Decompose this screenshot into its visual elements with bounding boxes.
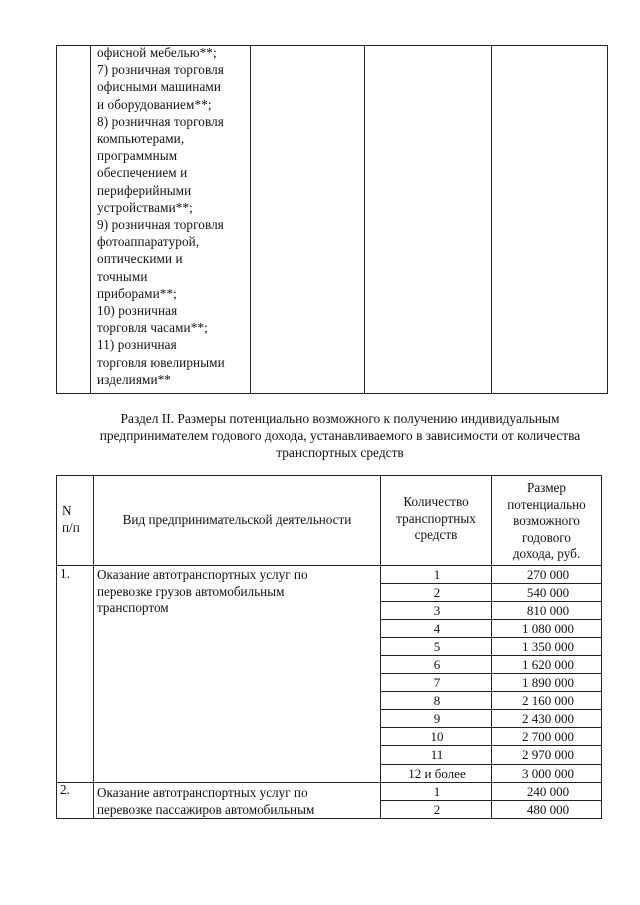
row-1-income-cell: 1 890 000	[522, 675, 574, 690]
header-num-line: N	[62, 503, 72, 518]
table-1-vline	[364, 45, 365, 394]
table-1-line: оптическими и	[97, 251, 183, 267]
header-income-line: дохода, руб.	[512, 546, 581, 562]
row-1-vehicles-cell: 9	[433, 711, 441, 726]
table-1-vline	[90, 45, 91, 394]
table-1-line: 10) розничная	[97, 303, 178, 319]
row-1-income-cell: 2 700 000	[522, 729, 574, 744]
row-2-num: 2.	[60, 782, 70, 797]
row-2-income-cell: 240 000	[526, 784, 570, 799]
row-2-vehicles-cell: 1	[433, 784, 441, 799]
section-title	[40, 410, 640, 461]
row-1-income-cell: 1 350 000	[522, 639, 574, 654]
header-income-line: возможного	[513, 513, 580, 529]
table-1-line: 9) розничная торговля	[97, 217, 224, 233]
row-1-income-cell: 1 620 000	[522, 657, 574, 672]
row-2-activity	[97, 785, 314, 818]
header-num-line: п/п	[62, 519, 80, 535]
row-1-activity-line: перевозке грузов автомобильным	[97, 583, 285, 599]
row-2-activity-line: перевозке пассажиров автомобильным	[97, 801, 315, 817]
row-1-vehicles-cell: 5	[433, 639, 441, 654]
row-1-vehicles-cell: 1	[433, 567, 441, 582]
table-1-line: офисными машинами	[97, 79, 221, 95]
table-1-line: торговля часами**;	[97, 320, 208, 336]
row-1-income-cell: 540 000	[526, 585, 570, 600]
row-1-vehicles-cell: 4	[433, 621, 441, 636]
row-1-income-cell: 2 430 000	[522, 711, 574, 726]
table-1-line: и оборудованием**;	[97, 96, 212, 112]
row-1-activity	[97, 567, 308, 617]
header-activity-text: Вид предпринимательской деятельности	[122, 512, 352, 527]
row-1-income-cell: 270 000	[526, 567, 570, 582]
row-1-vehicles-cell: 2	[433, 585, 441, 600]
table-1-line: приборами**;	[97, 285, 177, 301]
table-1-line: офисной мебелью**;	[97, 45, 217, 60]
row-1-vehicles-cell: 7	[433, 675, 441, 690]
header-income-line: годового	[521, 529, 571, 545]
table-1-vline	[250, 45, 251, 394]
row-1-income-cell: 2 160 000	[522, 693, 574, 708]
row-1-vehicles-cell: 3	[433, 603, 441, 618]
table-1-line: торговля ювелирными	[97, 354, 225, 370]
table-1-line: 7) розничная торговля	[97, 62, 224, 78]
row-1-vehicles-cell: 6	[433, 657, 441, 672]
row-1-vehicles-cell: 11	[430, 747, 444, 762]
table-1-vline	[491, 45, 492, 394]
table-1-line: точными	[97, 268, 148, 284]
header-income	[492, 480, 601, 563]
row-1-activity-line: Оказание автотранспортных услуг по	[97, 567, 308, 582]
table-1-line: программным	[97, 148, 178, 164]
row-1-num: 1.	[60, 566, 70, 581]
table-1-line: периферийными	[97, 182, 192, 198]
header-activity	[94, 512, 380, 529]
table-1-line: устройствами**;	[97, 199, 193, 215]
table-1-activity-cell	[97, 44, 247, 388]
row-2-vehicles-cell: 2	[433, 802, 441, 817]
table-1-line: 8) розничная торговля	[97, 113, 224, 129]
table-2-hline	[56, 475, 602, 476]
row-2-activity-line: Оказание автотранспортных услуг по	[97, 785, 308, 800]
header-vehicles-line: транспортных	[396, 510, 476, 526]
row-1-income-cell: 810 000	[526, 603, 570, 618]
row-1-vehicles-cell: 10	[430, 729, 444, 744]
row-1-vehicles-cell: 12 и более	[408, 766, 466, 781]
table-1-vline	[607, 45, 608, 394]
table-1-line: обеспечением и	[97, 165, 188, 181]
table-1-line: фотоаппаратурой,	[97, 234, 200, 250]
header-num	[56, 503, 93, 536]
header-vehicles	[381, 494, 491, 544]
table-1-line: компьютерами,	[97, 131, 185, 147]
table-1-line: изделиями**	[97, 371, 171, 387]
row-1-income-cell: 1 080 000	[522, 621, 574, 636]
section-title-line: транспортных средств	[276, 445, 404, 460]
table-1-bottom-border	[56, 393, 608, 394]
row-1-activity-line: транспортом	[97, 600, 169, 616]
header-vehicles-line: средств	[414, 527, 458, 543]
row-1-income-cell: 3 000 000	[522, 766, 574, 781]
header-income-line: Размер	[526, 480, 566, 495]
header-vehicles-line: Количество	[403, 494, 469, 509]
row-2-income-cell: 480 000	[526, 802, 570, 817]
table-1-line: 11) розничная	[97, 337, 177, 353]
section-title-line: Раздел II. Размеры потенциально возможного к получению индивидуальным	[120, 411, 560, 426]
header-income-line: потенциально	[507, 496, 586, 512]
row-1-income-cell: 2 970 000	[522, 747, 574, 762]
section-title-line: предпринимателем годового дохода, устанавливаемого в зависимости от количества	[99, 428, 581, 443]
table-1-vline	[56, 45, 57, 394]
row-1-vehicles-cell: 8	[433, 693, 441, 708]
